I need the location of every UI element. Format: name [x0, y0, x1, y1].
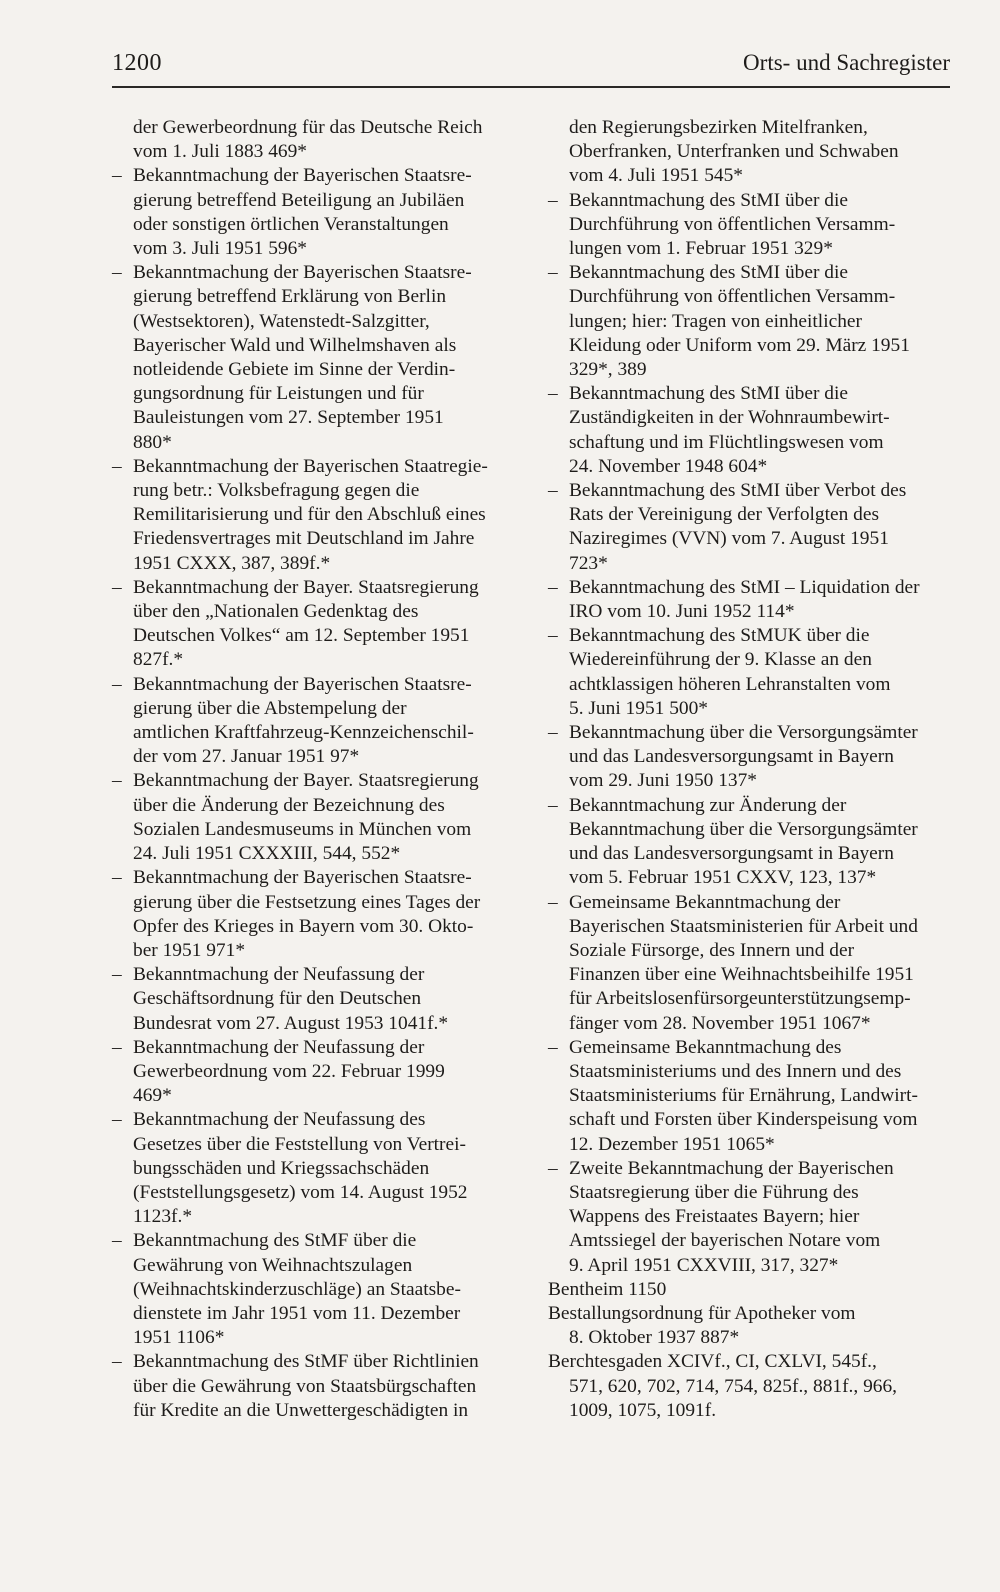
entry-line: Bentheim 1150 [548, 1278, 667, 1300]
entry-line: – Bekanntmachung über die Versorgungsämter [569, 722, 918, 744]
entry-line: (Feststellungsgesetz) vom 14. August 1952 [133, 1181, 468, 1203]
entry-line: Opfer des Krieges in Bayern vom 30. Okto- [133, 915, 474, 937]
entry-line: Durchführung von öffentlichen Versamm- [569, 286, 896, 308]
entry-line: Durchführung von öffentlichen Versamm- [569, 213, 896, 235]
entry-line: Geschäftsordnung für den Deutschen [133, 988, 422, 1010]
running-title: Orts- und Sachregister [743, 50, 950, 75]
index-entry [112, 576, 532, 673]
index-entry [548, 624, 952, 721]
entry-line: rung betr.: Volksbefragung gegen die [133, 480, 420, 502]
entry-line: dienstete im Jahr 1951 vom 11. Dezember [133, 1302, 461, 1324]
entry-line: – Bekanntmachung der Neufassung des [133, 1109, 426, 1131]
entry-line: der vom 27. Januar 1951 97* [133, 746, 360, 768]
entry-line: über die Änderung der Bezeichnung des [133, 794, 445, 816]
entry-line: schaft und Forsten über Kinderspeisung vom [569, 1109, 918, 1131]
entry-line: Soziale Fürsorge, des Innern und der [569, 939, 855, 961]
entry-line: Finanzen über eine Weihnachtsbeihilfe 1951 [569, 964, 914, 986]
entry-line: achtklassigen höheren Lehranstalten vom [569, 673, 891, 695]
entry-line: für Arbeitslosenfürsorgeunterstützungsemp- [569, 988, 911, 1010]
entry-line: Amtssiegel der bayerischen Notare vom [569, 1230, 881, 1252]
entry-line: 571, 620, 702, 714, 754, 825f., 881f., 966, [569, 1375, 898, 1397]
entry-line: Staatsregierung über die Führung des [569, 1181, 859, 1203]
entry-line: 469* [133, 1085, 172, 1107]
entry-line: gungsordnung für Leistungen und für [133, 383, 424, 405]
entry-line: bungsschäden und Kriegssachschäden [133, 1157, 430, 1179]
entry-line: Zuständigkeiten in der Wohnraumbewirt- [569, 407, 890, 429]
entry-line: 1123f.* [133, 1206, 193, 1228]
index-entry [548, 1036, 952, 1157]
entry-line: – Bekanntmachung zur Änderung der [569, 794, 847, 816]
page-number: 1200 [112, 50, 162, 76]
index-entry [112, 866, 532, 963]
entry-line: – Zweite Bekanntmachung der Bayerischen [569, 1157, 894, 1179]
entry-line: Deutschen Volkes“ am 12. September 1951 [133, 625, 470, 647]
entry-line: Wiedereinführung der 9. Klasse an den [569, 649, 872, 671]
index-entry [548, 794, 952, 891]
left-column [112, 116, 532, 1423]
entry-line: gierung betreffend Beteiligung an Jubiläen [133, 189, 465, 211]
entry-line: gierung über die Abstempelung der [133, 697, 407, 719]
entry-line: Naziregimes (VVN) vom 7. August 1951 [569, 528, 889, 550]
entry-line: Berchtesgaden XCIVf., CI, CXLVI, 545f., [548, 1351, 877, 1373]
entry-line: Bekanntmachung über die Versorgungsämter [569, 818, 918, 840]
index-entry [112, 116, 532, 164]
entry-line: – Bekanntmachung des StMI über die [569, 262, 848, 284]
index-entry [112, 164, 532, 261]
right-column [548, 116, 952, 1423]
index-entry [112, 673, 532, 770]
entry-line: Sozialen Landesmuseums in München vom [133, 818, 472, 840]
entry-line: 24. November 1948 604* [569, 455, 768, 477]
entry-line: Friedensvertrages mit Deutschland im Jahre [133, 528, 475, 550]
index-entry [112, 963, 532, 1036]
entry-line: – Bekanntmachung des StMUK über die [569, 625, 870, 647]
entry-line: Rats der Vereinigung der Verfolgten des [569, 504, 879, 526]
entry-line: ber 1951 971* [133, 939, 246, 961]
entry-line: – Bekanntmachung der Bayerischen Staatsre- [133, 262, 472, 284]
index-entry [112, 769, 532, 866]
entry-line: vom 4. Juli 1951 545* [569, 165, 743, 187]
entry-line: notleidende Gebiete im Sinne der Verdin- [133, 359, 456, 381]
entry-line: – Bekanntmachung des StMI über die [569, 189, 848, 211]
entry-line: für Kredite an die Unwettergeschädigten in [133, 1399, 469, 1421]
entry-line: – Bekanntmachung des StMF über die [133, 1230, 417, 1252]
entry-line: Bayerischer Wald und Wilhelmshaven als [133, 334, 457, 356]
entry-line: und das Landesversorgungsamt in Bayern [569, 746, 894, 768]
entry-line: 880* [133, 431, 172, 453]
entry-line: – Bekanntmachung des StMI – Liquidation der [569, 576, 920, 598]
entry-line: der Gewerbeordnung für das Deutsche Reich [133, 117, 483, 138]
entry-line: – Bekanntmachung der Bayerischen Staatsre- [133, 867, 472, 889]
entry-line: 12. Dezember 1951 1065* [569, 1133, 775, 1155]
entry-line: über die Gewährung von Staatsbürgschaften [133, 1375, 477, 1397]
entry-line: Staatsministeriums und des Innern und des [569, 1060, 902, 1082]
entry-line: – Gemeinsame Bekanntmachung der [569, 891, 841, 913]
entry-line: – Bekanntmachung der Bayer. Staatsregierung [133, 770, 479, 792]
entry-line: 827f.* [133, 649, 184, 671]
index-entry [112, 1229, 532, 1350]
entry-line: gierung über die Festsetzung eines Tages der [133, 891, 481, 913]
entry-line: Bundesrat vom 27. August 1953 1041f.* [133, 1012, 449, 1034]
header-rule [112, 86, 950, 88]
entry-line: Gewerbeordnung vom 22. Februar 1999 [133, 1060, 445, 1082]
index-entry [112, 1350, 532, 1423]
entry-line: – Bekanntmachung der Neufassung der [133, 964, 425, 986]
entry-line: – Bekanntmachung der Bayerischen Staatsre- [133, 673, 472, 695]
entry-line: – Bekanntmachung der Bayerischen Staatsre- [133, 165, 472, 187]
index-entry [112, 455, 532, 576]
entry-line: 8. Oktober 1937 887* [569, 1327, 740, 1349]
index-entry [548, 576, 952, 624]
entry-line: 329*, 389 [569, 359, 647, 381]
entry-line: Kleidung oder Uniform vom 29. März 1951 [569, 334, 910, 356]
index-entry [112, 261, 532, 455]
entry-line: 1951 CXXX, 387, 389f.* [133, 552, 331, 574]
entry-line: gierung betreffend Erklärung von Berlin [133, 286, 447, 308]
entry-line: (Westsektoren), Watenstedt-Salzgitter, [133, 310, 430, 332]
entry-line: Wappens des Freistaates Bayern; hier [569, 1206, 860, 1228]
entry-line: vom 1. Juli 1883 469* [133, 141, 307, 163]
entry-line: schaftung und im Flüchtlingswesen vom [569, 431, 884, 453]
entry-line: Gesetzes über die Feststellung von Vertrei- [133, 1133, 466, 1155]
index-entry [548, 116, 952, 189]
entry-line: – Bekanntmachung der Neufassung der [133, 1036, 425, 1058]
entry-line: über den „Nationalen Gedenktag des [133, 601, 419, 623]
entry-line: (Weihnachtskinderzuschläge) an Staatsbe- [133, 1278, 461, 1300]
entry-line: vom 3. Juli 1951 596* [133, 238, 307, 260]
entry-line: 723* [569, 552, 608, 574]
entry-line: Oberfranken, Unterfranken und Schwaben [569, 141, 899, 163]
index-entry [548, 1350, 952, 1423]
entry-line: 5. Juni 1951 500* [569, 697, 708, 719]
entry-line: fänger vom 28. November 1951 1067* [569, 1012, 871, 1034]
entry-line: – Gemeinsame Bekanntmachung des [569, 1036, 842, 1058]
entry-line: – Bekanntmachung des StMF über Richtlinien [133, 1351, 479, 1373]
entry-line: – Bekanntmachung des StMI über die [569, 383, 848, 405]
entry-line: Bestallungsordnung für Apotheker vom [548, 1302, 856, 1324]
page-header [112, 50, 950, 90]
entry-line: IRO vom 10. Juni 1952 114* [569, 601, 795, 623]
index-entry [548, 721, 952, 794]
index-entry [548, 189, 952, 262]
entry-line: vom 5. Februar 1951 CXXV, 123, 137* [569, 867, 877, 889]
index-entry [548, 1157, 952, 1278]
entry-line: den Regierungsbezirken Mitelfranken, [569, 117, 868, 138]
index-entry [548, 1278, 952, 1302]
entry-line: 9. April 1951 CXXVIII, 317, 327* [569, 1254, 839, 1276]
entry-line: Staatsministeriums für Ernährung, Landwirt- [569, 1085, 918, 1107]
entry-line: Remilitarisierung und für den Abschluß eines [133, 504, 486, 526]
entry-line: Bauleistungen vom 27. September 1951 [133, 407, 444, 429]
entry-line: oder sonstigen örtlichen Veranstaltungen [133, 213, 449, 235]
entry-line: – Bekanntmachung der Bayer. Staatsregierung [133, 576, 479, 598]
entry-line: Bayerischen Staatsministerien für Arbeit und [569, 915, 918, 937]
entry-line: amtlichen Kraftfahrzeug-Kennzeichenschil- [133, 722, 474, 744]
index-entry [548, 479, 952, 576]
index-entry [548, 1302, 952, 1350]
index-entry [548, 261, 952, 382]
index-entry [112, 1036, 532, 1109]
entry-line: Gewährung von Weihnachtszulagen [133, 1254, 413, 1276]
entry-line: lungen; hier: Tragen von einheitlicher [569, 310, 862, 332]
entry-line: – Bekanntmachung der Bayerischen Staatregie- [133, 455, 488, 477]
index-entry [112, 1108, 532, 1229]
index-entry [548, 891, 952, 1036]
entry-line: 1951 1106* [133, 1327, 225, 1349]
index-entry [548, 382, 952, 479]
entry-line: lungen vom 1. Februar 1951 329* [569, 238, 833, 260]
entry-line: 24. Juli 1951 CXXXIII, 544, 552* [133, 843, 401, 865]
entry-line: – Bekanntmachung des StMI über Verbot des [569, 480, 907, 502]
entry-line: 1009, 1075, 1091f. [569, 1399, 717, 1421]
entry-line: und das Landesversorgungsamt in Bayern [569, 843, 894, 865]
entry-line: vom 29. Juni 1950 137* [569, 770, 757, 792]
